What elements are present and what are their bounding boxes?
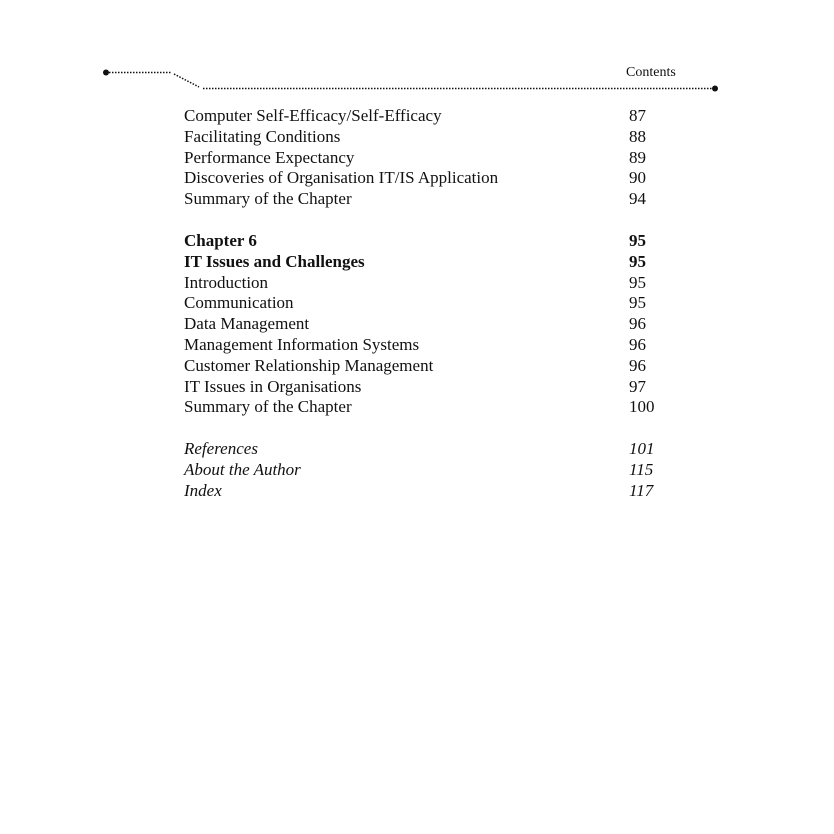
toc-entry — [184, 377, 664, 398]
toc-entry-title: Facilitating Conditions — [184, 126, 341, 146]
toc-entry — [184, 273, 664, 294]
toc-entry-title: Discoveries of Organisation IT/IS Application — [184, 168, 499, 188]
toc-group — [184, 231, 664, 418]
toc-entry-page-number: 100 — [629, 397, 655, 417]
toc-entry-title: About the Author — [184, 459, 301, 479]
toc-entry-page-number: 96 — [629, 355, 646, 375]
toc-entry-page-number: 87 — [629, 106, 646, 125]
toc-entry-title: Chapter 6 — [184, 230, 257, 250]
toc-entry-title: References — [184, 439, 258, 459]
toc-entry-title: Introduction — [184, 272, 269, 292]
toc-entry — [184, 439, 664, 460]
toc-entry — [184, 397, 664, 418]
toc-entry — [184, 481, 664, 502]
toc-entry-title: IT Issues and Challenges — [184, 251, 365, 271]
toc-entry-title: Computer Self-Efficacy/Self-Efficacy — [184, 106, 442, 125]
running-head: Contents — [626, 65, 676, 80]
toc-entry-title: Summary of the Chapter — [184, 397, 352, 417]
toc-entry-page-number: 95 — [629, 272, 646, 292]
toc-entry-page-number: 96 — [629, 314, 646, 334]
rule-start-dot — [103, 70, 109, 76]
toc-entry — [184, 106, 664, 127]
toc-entry — [184, 148, 664, 169]
toc-entry-title: Communication — [184, 293, 294, 313]
toc-group — [184, 106, 664, 210]
toc-entry-page-number: 90 — [629, 168, 646, 188]
toc-entry-page-number: 97 — [629, 376, 646, 396]
toc-entry — [184, 252, 664, 273]
toc-entry-page-number: 115 — [629, 459, 654, 479]
toc-entry — [184, 460, 664, 481]
toc-entry-title: Management Information Systems — [184, 334, 420, 354]
toc-entry-page-number: 94 — [629, 189, 646, 209]
toc-entry-page-number: 95 — [629, 293, 646, 313]
toc-entry-page-number: 95 — [629, 251, 646, 271]
toc-entry — [184, 314, 664, 335]
toc-entry-title: Index — [184, 480, 222, 500]
toc-entry-page-number: 96 — [629, 334, 646, 354]
toc-entry-title: IT Issues in Organisations — [184, 376, 362, 396]
toc-entry — [184, 231, 664, 252]
toc-entry-title: Summary of the Chapter — [184, 189, 352, 209]
rule-slant-segment — [174, 74, 199, 87]
toc-entry-page-number: 101 — [629, 439, 655, 459]
header-dotted-rule — [0, 0, 834, 100]
toc-entry — [184, 127, 664, 148]
table-of-contents — [184, 106, 664, 502]
toc-entry-page-number: 88 — [629, 126, 646, 146]
toc-entry-title: Customer Relationship Management — [184, 355, 434, 375]
toc-entry-page-number: 117 — [629, 480, 654, 500]
toc-entry-page-number: 95 — [629, 230, 646, 250]
toc-group — [184, 439, 664, 501]
toc-entry-title: Performance Expectancy — [184, 147, 355, 167]
toc-entry — [184, 335, 664, 356]
rule-end-dot — [712, 86, 718, 92]
toc-entry — [184, 293, 664, 314]
toc-entry — [184, 168, 664, 189]
toc-entry — [184, 189, 664, 210]
toc-entry-page-number: 89 — [629, 147, 646, 167]
toc-entry-title: Data Management — [184, 314, 310, 334]
toc-entry — [184, 356, 664, 377]
